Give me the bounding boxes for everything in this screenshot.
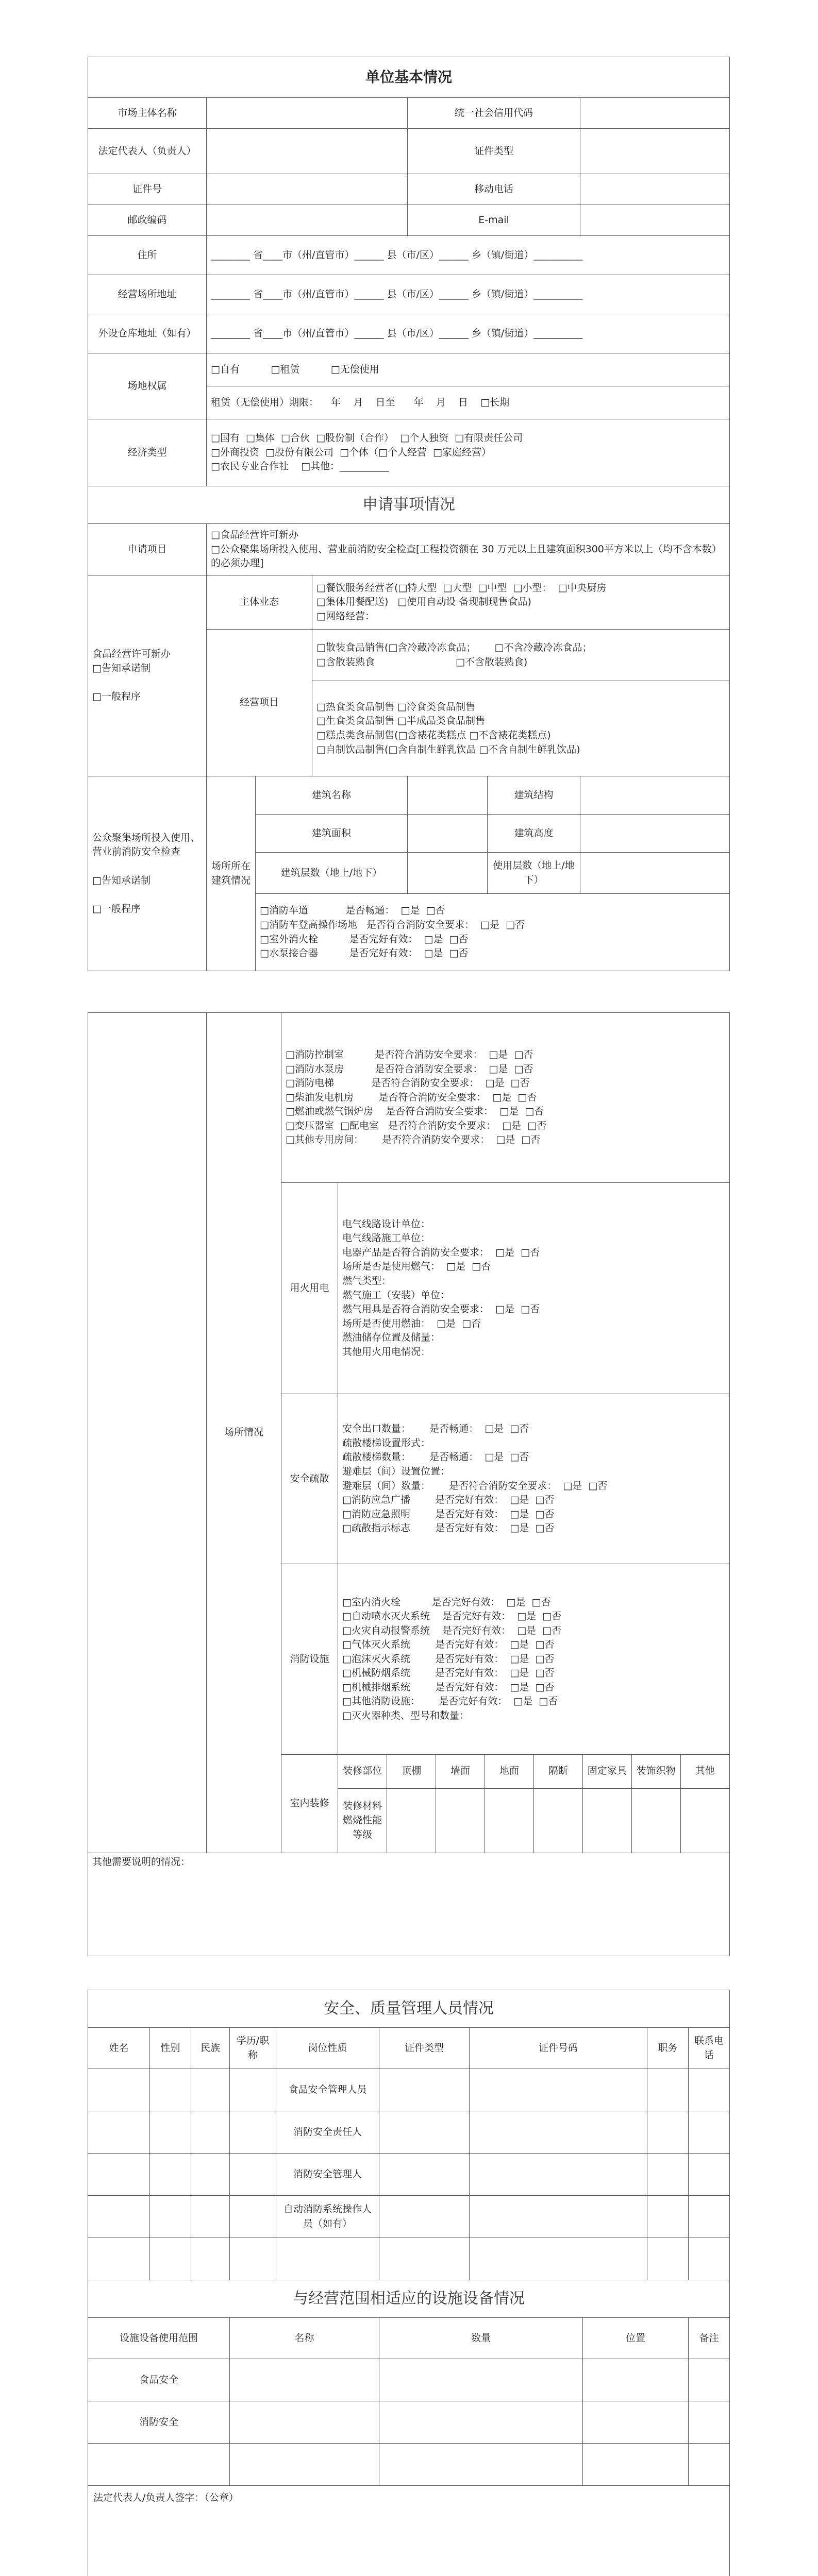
label-business-items: 经营项目 — [207, 630, 312, 776]
items-line: □生食类食品制售 □半成品类食品制售 — [316, 715, 485, 727]
label-apply-item: 申请项目 — [88, 524, 207, 575]
decoration-grid — [338, 1755, 730, 1853]
staff-head: 性别 — [150, 2028, 191, 2069]
field-building-structure[interactable] — [580, 776, 730, 815]
field-mobile[interactable] — [580, 174, 730, 205]
staff-cell[interactable] — [379, 2069, 470, 2111]
label-building-structure: 建筑结构 — [488, 776, 580, 815]
label-building-floors: 建筑层数（地上/地下） — [256, 853, 408, 894]
staff-cell[interactable] — [150, 2154, 191, 2196]
evac-line: 疏散楼梯数量： 是否畅通： □是 □否 — [342, 1451, 529, 1463]
equip-cell[interactable] — [379, 2359, 583, 2401]
food-license-label: 食品经营许可新办 — [92, 648, 171, 660]
equip-cell[interactable] — [689, 2444, 730, 2486]
elec-line: 燃气类型： — [342, 1275, 392, 1286]
staff-cell[interactable] — [379, 2154, 470, 2196]
field-business-address[interactable]: ________ 省____市（州/直管市）______ 县（市/区）______ 乡（镇/街道）__________ — [207, 275, 730, 314]
deco-head: 顶棚 — [387, 1755, 436, 1788]
field-warehouse-address[interactable]: ________ 省____市（州/直管市）______ 县（市/区）______ 乡（镇/街道）__________ — [207, 314, 730, 353]
staff-head: 联系电话 — [689, 2028, 730, 2069]
field-building-floors[interactable] — [408, 853, 488, 894]
deco-cell[interactable] — [436, 1788, 485, 1853]
label-warehouse-address: 外设仓库地址（如有） — [88, 314, 207, 353]
staff-role: 食品安全管理人员 — [276, 2069, 379, 2111]
label-site-ownership: 场地权属 — [88, 353, 207, 419]
staff-head: 姓名 — [88, 2028, 150, 2069]
deco-cell[interactable] — [534, 1788, 583, 1853]
items-line: □热食类食品制售 □冷食类食品制售 — [316, 701, 475, 713]
elec-line: 场所是否使用燃油： □是 □否 — [342, 1317, 481, 1329]
equip-cell[interactable] — [583, 2401, 689, 2444]
label-building-height: 建筑高度 — [488, 815, 580, 853]
room-line: □其他专用房间： 是否符合消防安全要求： □是 □否 — [286, 1134, 541, 1146]
field-residence-address[interactable]: ________ 省____市（州/直管市）______ 县（市/区）______ 乡（镇/街道）__________ — [207, 236, 730, 275]
staff-cell[interactable] — [647, 2238, 689, 2280]
label-postcode: 邮政编码 — [88, 205, 207, 236]
deco-row-label: 装修材料燃烧性能等级 — [338, 1788, 387, 1853]
label-id-type: 证件类型 — [408, 129, 580, 174]
staff-cell[interactable] — [276, 2238, 379, 2280]
label-credit-code: 统一社会信用代码 — [408, 98, 580, 129]
check-line: □室外消火栓 是否完好有效： □是 □否 — [260, 933, 469, 945]
staff-cell[interactable] — [191, 2196, 230, 2238]
equip-head: 数量 — [379, 2318, 583, 2359]
equip-cell[interactable] — [379, 2444, 583, 2486]
staff-cell[interactable] — [647, 2069, 689, 2111]
staff-cell[interactable] — [191, 2154, 230, 2196]
staff-cell[interactable] — [689, 2069, 730, 2111]
decoration-subtable — [338, 1755, 729, 1853]
evac-line: □消防应急广播 是否完好有效： □是 □否 — [342, 1494, 555, 1506]
staff-cell[interactable] — [470, 2238, 647, 2280]
check-line: □消防车道 是否畅通： □是 □否 — [260, 905, 445, 917]
option-notify-commit[interactable]: □告知承诺制 — [92, 662, 151, 674]
fire-electric-lines[interactable] — [338, 1183, 730, 1394]
equip-scope: 食品安全 — [88, 2359, 230, 2401]
facility-line: □室内消火栓 是否完好有效： □是 □否 — [342, 1596, 551, 1608]
econ-line: □农民专业合作社 □其他：__________ — [211, 461, 389, 472]
form-page — [88, 57, 729, 2576]
equip-head: 备注 — [689, 2318, 730, 2359]
room-line: □消防控制室 是否符合消防安全要求： □是 □否 — [286, 1049, 533, 1061]
staff-cell[interactable] — [689, 2154, 730, 2196]
label-entity-name: 市场主体名称 — [88, 98, 207, 129]
business-items-prepared[interactable] — [312, 681, 730, 776]
elec-line: 电器产品是否符合消防安全要求： □是 □否 — [342, 1246, 540, 1258]
staff-cell[interactable] — [230, 2069, 276, 2111]
staff-cell[interactable] — [470, 2111, 647, 2154]
field-building-area[interactable] — [408, 815, 488, 853]
staff-cell[interactable] — [689, 2238, 730, 2280]
evacuation-lines[interactable] — [338, 1394, 730, 1564]
evac-line: 避难层（间）设置位置： — [342, 1465, 450, 1477]
deco-head: 地面 — [485, 1755, 534, 1788]
staff-cell[interactable] — [689, 2196, 730, 2238]
staff-cell[interactable] — [88, 2111, 150, 2154]
evac-line: 避难层（间）数量： 是否符合消防安全要求： □是 □否 — [342, 1480, 608, 1492]
deco-cell[interactable] — [485, 1788, 534, 1853]
elec-line: 燃气施工（安装）单位： — [342, 1289, 450, 1301]
basic-info-table — [88, 57, 730, 971]
option-general-procedure[interactable]: □一般程序 — [92, 691, 141, 703]
building-fire-checks[interactable] — [256, 894, 730, 971]
staff-cell[interactable] — [689, 2111, 730, 2154]
facility-line: □机械排烟系统 是否完好有效： □是 □否 — [342, 1681, 555, 1693]
staff-role: 自动消防系统操作人员（如有） — [276, 2196, 379, 2238]
economic-type-options[interactable] — [207, 419, 730, 486]
items-line: □糕点类食品制售(□含裱花类糕点 □不含裱花类糕点) — [316, 730, 551, 741]
evac-line: 疏散楼梯设置形式： — [342, 1437, 431, 1449]
elec-line: 其他用火用电情况： — [342, 1346, 431, 1358]
apply-option: □食品经营许可新办 — [211, 529, 298, 541]
label-residence: 住所 — [88, 236, 207, 275]
staff-cell[interactable] — [230, 2111, 276, 2154]
apply-section-title: 申请事项情况 — [88, 486, 730, 524]
staff-cell[interactable] — [230, 2196, 276, 2238]
staff-cell[interactable] — [88, 2069, 150, 2111]
check-line: □水泵接合器 是否完好有效： □是 □否 — [260, 947, 469, 959]
table-gap — [88, 1956, 729, 1990]
staff-section-title: 安全、质量管理人员情况 — [88, 1990, 730, 2028]
basic-info-title: 单位基本情况 — [88, 57, 730, 98]
staff-cell[interactable] — [379, 2111, 470, 2154]
label-mobile: 移动电话 — [408, 174, 580, 205]
staff-cell[interactable] — [191, 2111, 230, 2154]
elec-line: 电气线路施工单位： — [342, 1232, 431, 1244]
equipment-section-title: 与经营范围相适应的设施设备情况 — [88, 2280, 730, 2318]
label-used-floors: 使用层数（地上/地下） — [488, 853, 580, 894]
room-line: □消防电梯 是否符合消防安全要求： □是 □否 — [286, 1077, 530, 1089]
label-interior-decoration: 室内装修 — [281, 1755, 338, 1853]
room-line: □消防水泵房 是否符合消防安全要求： □是 □否 — [286, 1063, 533, 1075]
staff-cell[interactable] — [150, 2111, 191, 2154]
elec-line: 燃油储存位置及储量： — [342, 1332, 441, 1344]
business-items-bulk[interactable] — [312, 630, 730, 681]
label-fire-facilities: 消防设施 — [281, 1564, 338, 1755]
site-ownership-options[interactable]: □自有 □租赁 □无偿使用 — [207, 353, 730, 386]
field-credit-code[interactable] — [580, 98, 730, 129]
deco-head: 装饰织物 — [631, 1755, 680, 1788]
staff-head: 学历/职称 — [230, 2028, 276, 2069]
option-notify-commit[interactable]: □告知承诺制 — [92, 874, 151, 886]
staff-cell[interactable] — [379, 2238, 470, 2280]
room-line: □变压器室 □配电室 是否符合消防安全要求： □是 □否 — [286, 1120, 547, 1131]
field-building-name[interactable] — [408, 776, 488, 815]
room-line: □柴油发电机房 是否符合消防安全要求： □是 □否 — [286, 1091, 537, 1103]
facility-line: □火灾自动报警系统 是否完好有效： □是 □否 — [342, 1624, 562, 1636]
equip-cell[interactable] — [230, 2359, 379, 2401]
evac-line: □疏散指示标志 是否完好有效： □是 □否 — [342, 1522, 555, 1534]
deco-cell[interactable] — [582, 1788, 631, 1853]
deco-head: 装修部位 — [338, 1755, 387, 1788]
fire-check-label: 公众聚集场所投入使用、营业前消防安全检查 — [92, 832, 201, 858]
facility-line: □灭火器种类、型号和数量： — [342, 1709, 469, 1721]
staff-cell[interactable] — [647, 2196, 689, 2238]
field-entity-name[interactable] — [207, 98, 408, 129]
elec-line: 燃气用具是否符合消防安全要求： □是 □否 — [342, 1303, 540, 1315]
deco-head: 墙面 — [436, 1755, 485, 1788]
staff-cell[interactable] — [191, 2069, 230, 2111]
lease-period[interactable]: 租赁（无偿使用）期限： 年 月 日至 年 月 日 □长期 — [207, 386, 730, 419]
staff-cell[interactable] — [150, 2238, 191, 2280]
deco-head: 固定家具 — [582, 1755, 631, 1788]
food-license-procedure[interactable] — [88, 575, 207, 776]
facility-line: □泡沫灭火系统 是否完好有效： □是 □否 — [342, 1653, 555, 1665]
elec-line: 场所是否是使用燃气： □是 □否 — [342, 1261, 491, 1273]
equip-cell[interactable] — [689, 2359, 730, 2401]
staff-cell[interactable] — [647, 2154, 689, 2196]
items-line: □自制饮品制售(□含自制生鲜乳饮品 □不含自制生鲜乳饮品) — [316, 743, 580, 755]
staff-head: 证件类型 — [379, 2028, 470, 2069]
label-fire-electric: 用火用电 — [281, 1183, 338, 1394]
signature-block[interactable] — [88, 2486, 730, 2576]
staff-equipment-table — [88, 1990, 730, 2576]
items-line: □含散装熟食 □不含散装熟食) — [316, 656, 528, 668]
fire-facility-lines[interactable] — [338, 1564, 730, 1755]
label-legal-rep: 法定代表人（负责人） — [88, 129, 207, 174]
other-notes[interactable]: 其他需要说明的情况： — [88, 1853, 730, 1956]
staff-cell[interactable] — [191, 2238, 230, 2280]
equip-head: 设施设备使用范围 — [88, 2318, 230, 2359]
staff-head: 民族 — [191, 2028, 230, 2069]
staff-head: 岗位性质 — [276, 2028, 379, 2069]
items-line: □散装食品销售(□含冷藏冷冻食品； □不含冷藏冷冻食品； — [316, 641, 592, 653]
staff-cell[interactable] — [88, 2154, 150, 2196]
staff-cell[interactable] — [470, 2196, 647, 2238]
check-line: □消防车登高操作场地 是否符合消防安全要求： □是 □否 — [260, 919, 525, 930]
field-postcode[interactable] — [207, 205, 408, 236]
staff-cell[interactable] — [88, 2238, 150, 2280]
facility-line: □机械防烟系统 是否完好有效： □是 □否 — [342, 1667, 555, 1679]
facility-line: □其他消防设施： 是否完好有效： □是 □否 — [342, 1696, 558, 1707]
staff-cell[interactable] — [150, 2196, 191, 2238]
signature-label: 法定代表人/负责人签字：（公章） — [93, 2492, 239, 2503]
field-used-floors[interactable] — [580, 853, 730, 894]
staff-cell[interactable] — [470, 2069, 647, 2111]
facility-line: □气体灭火系统 是否完好有效： □是 □否 — [342, 1639, 555, 1651]
staff-role: 消防安全责任人 — [276, 2111, 379, 2154]
staff-cell[interactable] — [379, 2196, 470, 2238]
label-building-area: 建筑面积 — [256, 815, 408, 853]
equip-cell[interactable] — [379, 2401, 583, 2444]
label-business-address: 经营场所地址 — [88, 275, 207, 314]
label-safe-evacuation: 安全疏散 — [281, 1394, 338, 1564]
equip-head: 位置 — [583, 2318, 689, 2359]
field-id-number[interactable] — [207, 174, 408, 205]
label-economic-type: 经济类型 — [88, 419, 207, 486]
field-building-height[interactable] — [580, 815, 730, 853]
staff-cell[interactable] — [150, 2069, 191, 2111]
room-line: □燃油或燃气锅炉房 是否符合消防安全要求： □是 □否 — [286, 1106, 544, 1117]
staff-head: 证件号码 — [470, 2028, 647, 2069]
main-type-line: □集体用餐配送) □使用自动设 备现制现售食品) — [316, 596, 531, 608]
label-building-info: 场所所在建筑情况 — [207, 776, 256, 971]
elec-line: 电气线路设计单位： — [342, 1218, 431, 1230]
equip-cell[interactable] — [583, 2359, 689, 2401]
equip-cell[interactable] — [689, 2401, 730, 2444]
main-type-extra: □网络经营： — [316, 610, 375, 622]
deco-cell[interactable] — [387, 1788, 436, 1853]
staff-head: 职务 — [647, 2028, 689, 2069]
main-type-line: □餐饮服务经营者(□特大型 □大型 □中型 □小型： □中央厨房 — [316, 582, 607, 594]
equip-cell[interactable] — [230, 2401, 379, 2444]
field-id-type[interactable] — [580, 129, 730, 174]
econ-line: □外商投资 □股份有限公司 □个体（□个人经营 □家庭经营） — [211, 446, 491, 458]
table-gap — [88, 971, 729, 1012]
staff-role: 消防安全管理人 — [276, 2154, 379, 2196]
staff-cell[interactable] — [230, 2238, 276, 2280]
deco-cell[interactable] — [631, 1788, 680, 1853]
label-id-number: 证件号 — [88, 174, 207, 205]
fire-check-procedure[interactable] — [88, 776, 207, 971]
equip-cell[interactable] — [583, 2444, 689, 2486]
evac-line: 安全出口数量： 是否畅通： □是 □否 — [342, 1423, 529, 1435]
staff-cell[interactable] — [647, 2111, 689, 2154]
field-email[interactable] — [580, 205, 730, 236]
staff-cell[interactable] — [470, 2154, 647, 2196]
label-building-name: 建筑名称 — [256, 776, 408, 815]
equip-head: 名称 — [230, 2318, 379, 2359]
equip-cell[interactable] — [230, 2444, 379, 2486]
equip-cell[interactable] — [88, 2444, 230, 2486]
main-business-type-options[interactable] — [312, 575, 730, 630]
facility-line: □自动喷水灭火系统 是否完好有效： □是 □否 — [342, 1611, 562, 1622]
deco-head: 隔断 — [534, 1755, 583, 1788]
equip-scope: 消防安全 — [88, 2401, 230, 2444]
apply-option: □公众聚集场所投入使用、营业前消防安全检查[工程投资额在 30 万元以上且建筑面积300平方米以上（均不含本数）的必须办理] — [211, 543, 722, 569]
deco-head: 其他 — [680, 1755, 729, 1788]
staff-cell[interactable] — [88, 2196, 150, 2238]
special-rooms[interactable] — [281, 1013, 730, 1183]
blank-left-column — [88, 1013, 207, 1853]
label-email: E-mail — [408, 205, 580, 236]
deco-cell[interactable] — [680, 1788, 729, 1853]
econ-line: □国有 □集体 □合伙 □股份制（合作） □个人独资 □有限责任公司 — [211, 432, 523, 444]
label-main-business-type: 主体业态 — [207, 575, 312, 630]
site-situation-table — [88, 1012, 730, 1956]
field-legal-rep[interactable] — [207, 129, 408, 174]
evac-line: □消防应急照明 是否完好有效： □是 □否 — [342, 1508, 555, 1520]
staff-cell[interactable] — [230, 2154, 276, 2196]
label-site-situation: 场所情况 — [207, 1013, 281, 1853]
option-general-procedure[interactable]: □一般程序 — [92, 903, 141, 914]
apply-item-options[interactable] — [207, 524, 730, 575]
